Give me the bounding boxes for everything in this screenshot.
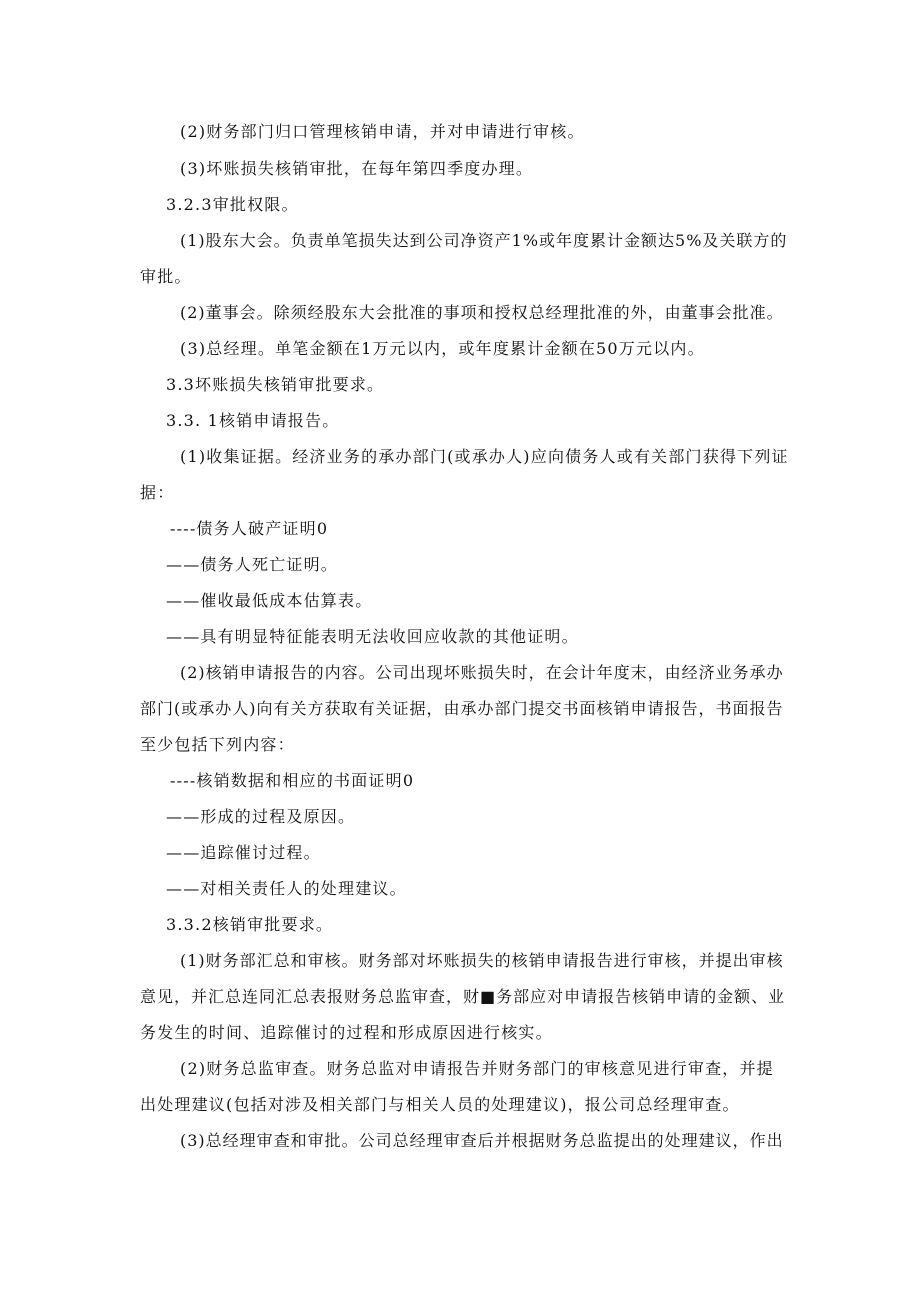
text-line-25: 意见，并汇总连同汇总表报财务总监审查，财■务部应对申请报告核销申请的金额、业 xyxy=(140,987,786,1006)
text-line-4: (1)股东大会。负责单笔损失达到公司净资产1%或年度累计金额达5%及关联方的 xyxy=(180,231,788,250)
text-line-28: 出处理建议(包括对涉及相关部门与相关人员的处理建议)，报公司总经理审查。 xyxy=(140,1095,740,1114)
text-line-1: (2)财务部门归口管理核销申请，并对申请进行审核。 xyxy=(180,122,585,141)
list-item-report-1: ----核销数据和相应的书面证明0 xyxy=(170,771,415,790)
text-line-24: (1)财务部汇总和审核。财务部对坏账损失的核销申请报告进行审核，并提出审核 xyxy=(180,951,784,970)
text-line-11: 据： xyxy=(140,483,175,502)
text-line-29: (3)总经理审查和审批。公司总经理审查后并根据财务总监提出的处理建议，作出 xyxy=(180,1131,784,1150)
text-line-16: (2)核销申请报告的内容。公司出现坏账损失时，在会计年度末，由经济业务承办 xyxy=(180,663,784,682)
text-line-17: 部门(或承办人)向有关方获取有关证据，由承办部门提交书面核销申请报告，书面报告 xyxy=(140,699,784,718)
list-item-report-2: ——形成的过程及原因。 xyxy=(166,807,356,826)
list-item-evidence-2: ——债务人死亡证明。 xyxy=(166,555,339,574)
text-line-26: 务发生的时间、追踪催讨的过程和形成原因进行核实。 xyxy=(140,1023,553,1042)
text-line-5: 审批。 xyxy=(140,267,192,286)
text-line-6: (2)董事会。除须经股东大会批准的事项和授权总经理批准的外，由董事会批准。 xyxy=(180,303,784,322)
text-line-10: (1)收集证据。经济业务的承办部门(或承办人)应向债务人或有关部门获得下列证 xyxy=(180,447,789,466)
section-heading-3-3-2: 3.3.2核销审批要求。 xyxy=(166,915,334,934)
text-line-27: (2)财务总监审查。财务总监对申请报告并财务部门的审核意见进行审查，并提 xyxy=(180,1059,774,1078)
list-item-report-3: ——追踪催讨过程。 xyxy=(166,843,321,862)
list-item-evidence-4: ——具有明显特征能表明无法收回应收款的其他证明。 xyxy=(166,627,579,646)
section-heading-3-3-1: 3.3. 1核销申请报告。 xyxy=(166,411,340,430)
text-line-7: (3)总经理。单笔金额在1万元以内，或年度累计金额在50万元以内。 xyxy=(180,339,705,358)
section-heading-3-2-3: 3.2.3审批权限。 xyxy=(166,195,299,214)
text-line-18: 至少包括下列内容： xyxy=(140,735,295,754)
text-line-2: (3)坏账损失核销审批，在每年第四季度办理。 xyxy=(180,159,534,178)
section-heading-3-3: 3.3坏账损失核销审批要求。 xyxy=(166,375,385,394)
list-item-evidence-3: ——催收最低成本估算表。 xyxy=(166,591,373,610)
list-item-evidence-1: ----债务人破产证明0 xyxy=(170,519,329,538)
list-item-report-4: ——对相关责任人的处理建议。 xyxy=(166,879,407,898)
